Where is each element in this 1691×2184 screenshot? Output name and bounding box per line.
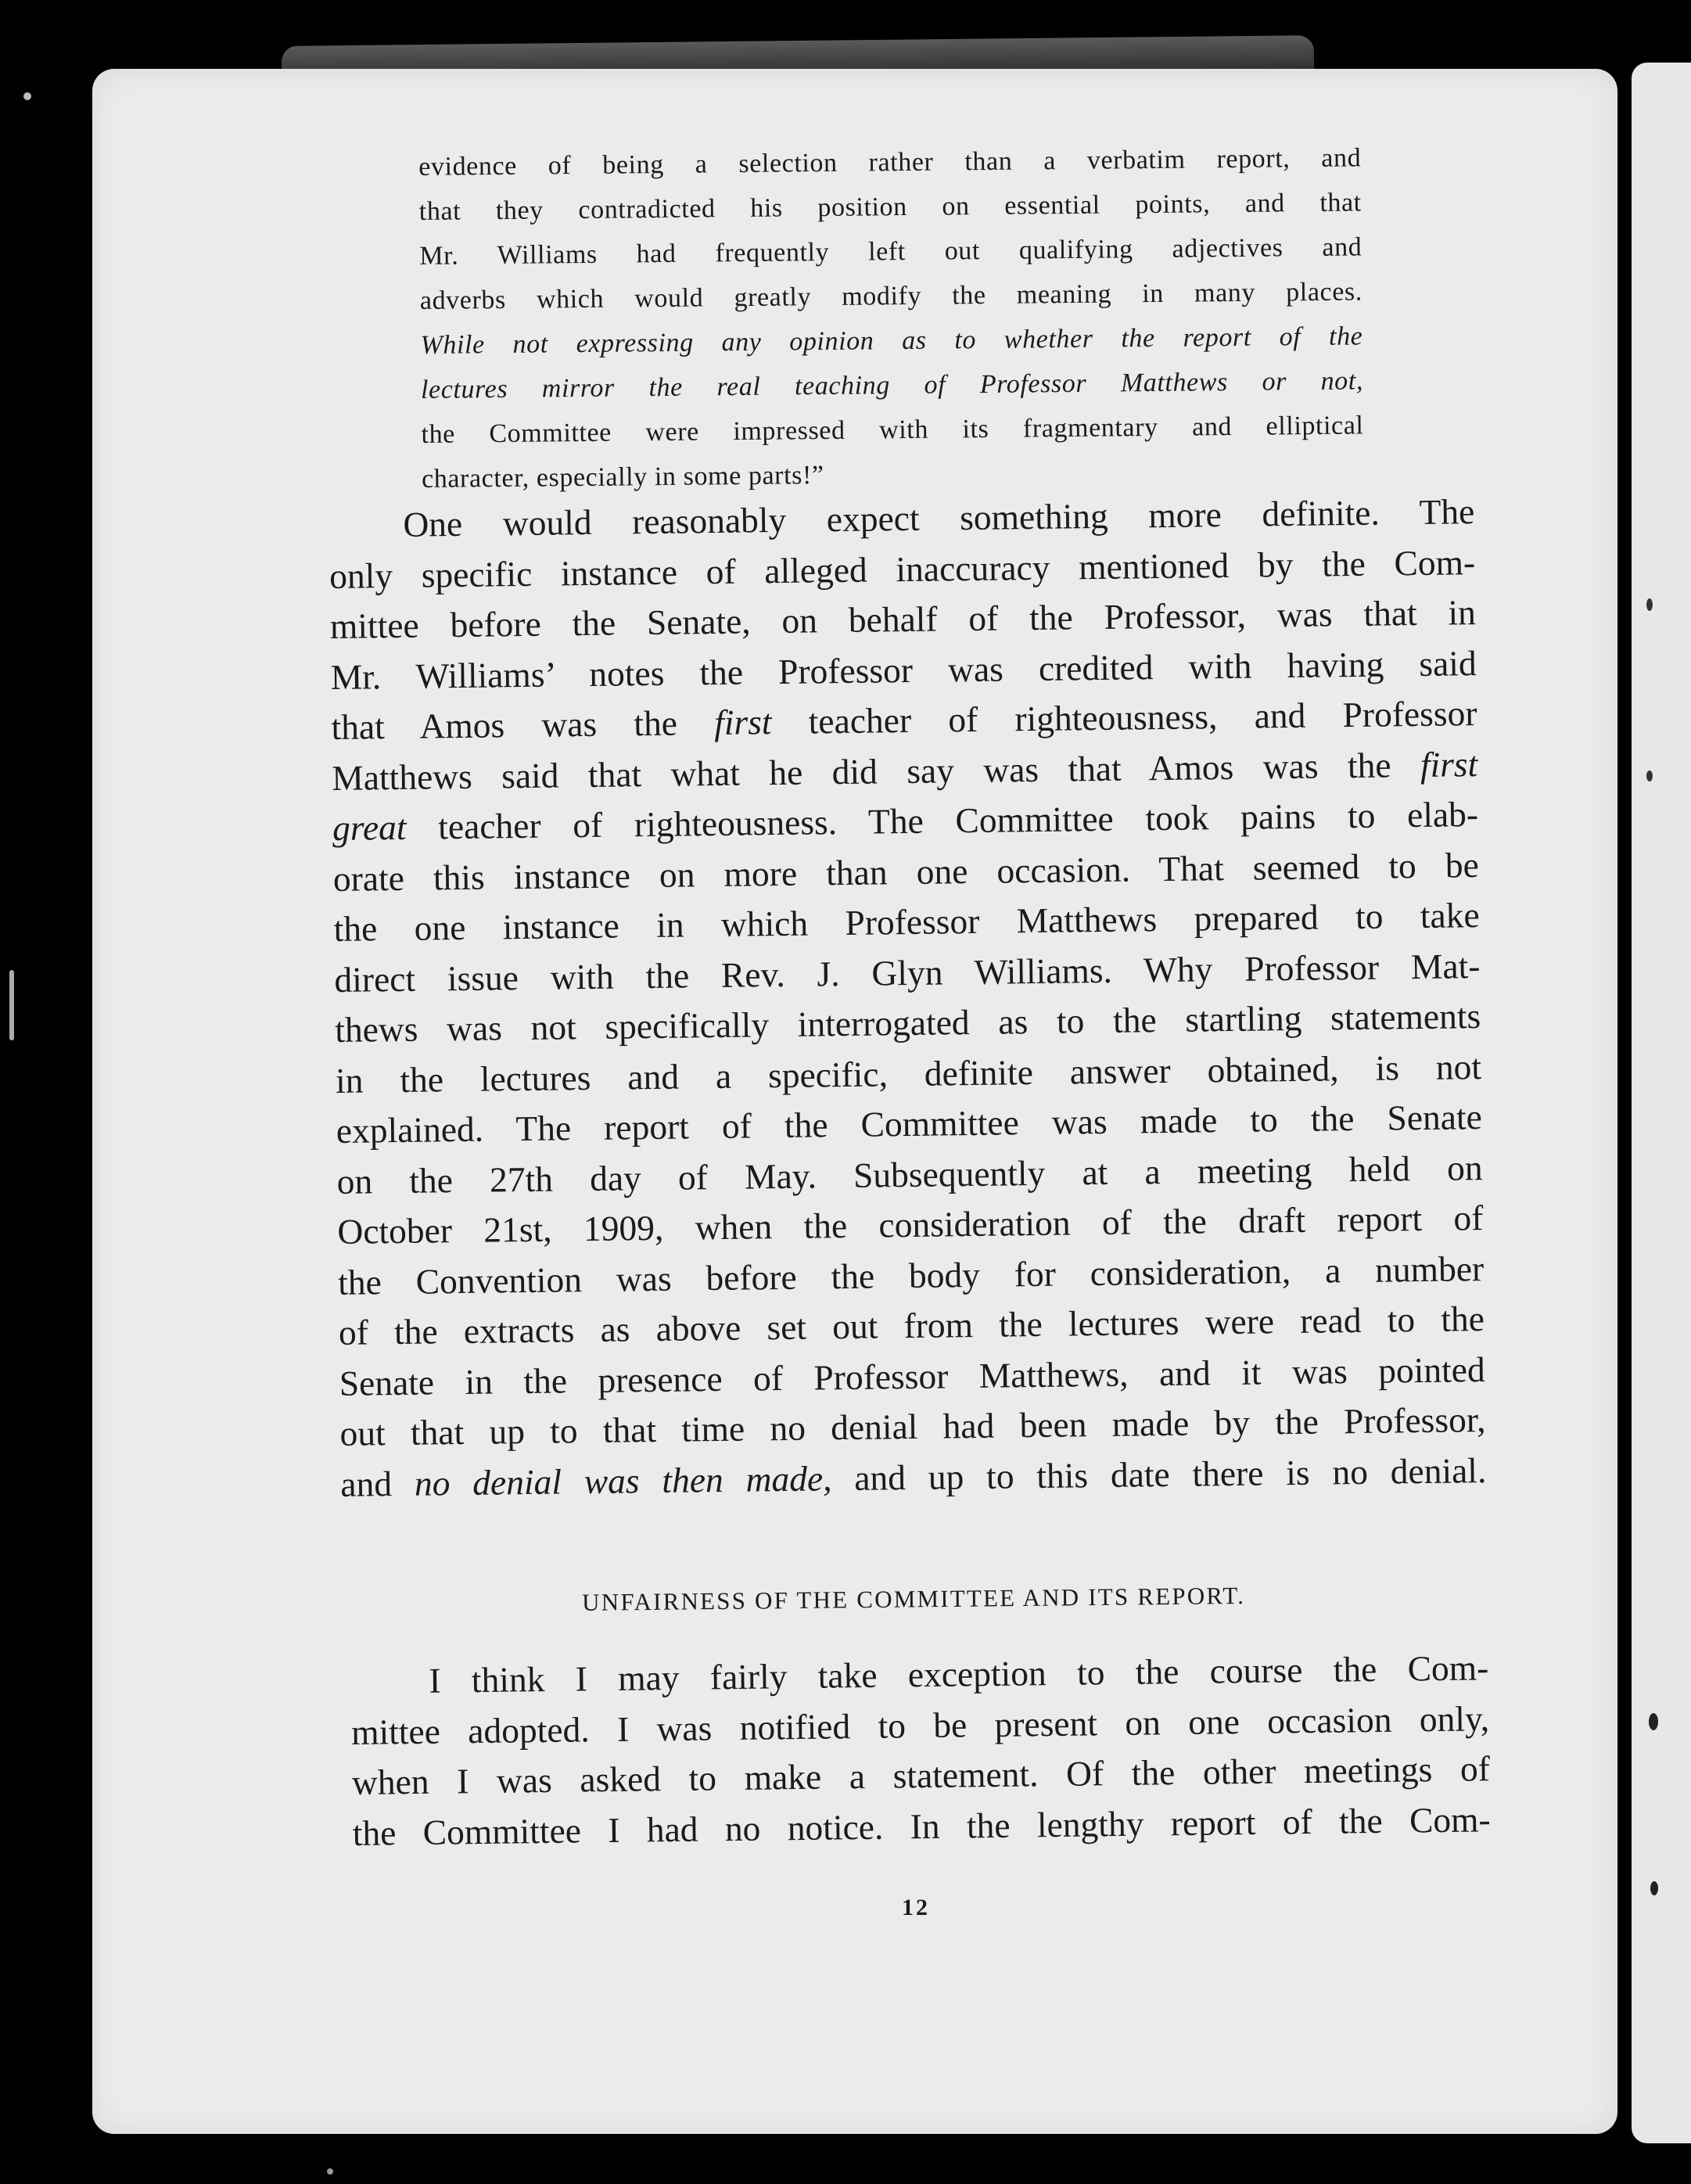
page-number: 12 bbox=[902, 1895, 930, 1920]
quote-line: Mr. Williams had frequently left out qualifying adjectives and bbox=[419, 232, 1362, 271]
line-text: of the extracts as above set out from the lectures were read to the bbox=[338, 1299, 1485, 1352]
main-paragraph bbox=[329, 487, 1487, 1510]
paragraph-line: the Committee I had no notice. In the lengthy report of the Com- bbox=[352, 1798, 1491, 1853]
line-text: Senate in the presence of Professor Matthews, and it was pointed bbox=[339, 1349, 1485, 1403]
line-text: October 21st, 1909, when the consideration of the draft report of bbox=[337, 1198, 1484, 1252]
quote-line: the Committee were impressed with its fragmentary and elliptical bbox=[421, 411, 1364, 449]
scan-speck bbox=[23, 92, 31, 100]
line-text: One would reasonably expect something more definite. The bbox=[403, 491, 1475, 544]
scan-speck bbox=[1646, 771, 1653, 781]
italic-text: first bbox=[1420, 743, 1478, 785]
line-text: the one instance in which Professor Matthews prepared to take bbox=[333, 895, 1480, 949]
quote-italic: While not expressing any opinion as to whether the report of the bbox=[420, 321, 1363, 360]
scan-speck bbox=[1650, 1881, 1658, 1895]
line-text: that Amos was the bbox=[331, 702, 715, 747]
line-text: thews was not specifically interrogated as to the startling statements bbox=[334, 996, 1481, 1050]
line-text: on the 27th day of May. Subsequently at a meeting held on bbox=[336, 1147, 1483, 1202]
line-text: teacher of righteousness, and Professor bbox=[771, 693, 1477, 742]
quote-line: adverbs which would greatly modify the meaning in many places. bbox=[419, 277, 1363, 315]
adjacent-page-edge bbox=[1632, 63, 1691, 2143]
line-text: and up to this date there is no denial. bbox=[831, 1449, 1487, 1498]
quote-line: character, especially in some parts!” bbox=[421, 461, 824, 494]
line-text: explained. The report of the Committee was made to the Senate bbox=[336, 1097, 1483, 1151]
quote-line: that they contradicted his position on essential points, and that bbox=[418, 188, 1362, 226]
scan-speck bbox=[1646, 598, 1653, 611]
line-text: and bbox=[340, 1463, 415, 1504]
line-text: orate this instance on more than one occasion. That seemed to be bbox=[332, 844, 1480, 899]
paragraph-line: mittee adopted. I was notified to be present on one occasion only, bbox=[350, 1697, 1490, 1752]
second-paragraph bbox=[350, 1643, 1491, 1859]
scan-speck bbox=[1649, 1713, 1658, 1730]
italic-text: no denial was then made, bbox=[414, 1457, 832, 1503]
section-heading: UNFAIRNESS OF THE COMMITTEE AND ITS REPORT. bbox=[581, 1582, 1246, 1616]
block-quote bbox=[418, 135, 1364, 501]
quote-italic: lectures mirror the real teaching of Professor Matthews or not, bbox=[420, 366, 1364, 404]
line-text: Matthews said that what he did say was that Amos was the bbox=[332, 744, 1421, 798]
italic-text: first bbox=[713, 702, 772, 742]
line-text: in the lectures and a specific, definite answer obtained, is not bbox=[335, 1046, 1482, 1101]
line-text: direct issue with the Rev. J. Glyn Williams. Why Professor Mat- bbox=[334, 945, 1481, 1000]
italic-text: great bbox=[332, 806, 407, 848]
quote-line: evidence of being a selection rather than a verbatim report, and bbox=[418, 143, 1362, 181]
scan-speck bbox=[9, 970, 14, 1040]
paragraph-line: when I was asked to make a statement. Of the other meetings of bbox=[351, 1748, 1491, 1802]
line-text: mittee before the Senate, on behalf of the Professor, was that in bbox=[329, 592, 1477, 646]
line-text: Mr. Williams’ notes the Professor was credited with having said bbox=[330, 642, 1477, 697]
line-text: out that up to that time no denial had been made by the Professor, bbox=[339, 1399, 1486, 1453]
line-text: only specific instance of alleged inaccuracy mentioned by the Com- bbox=[329, 541, 1476, 596]
scan-speck bbox=[327, 2168, 333, 2175]
line-text: teacher of righteousness. The Committee took pains to elab- bbox=[406, 794, 1479, 847]
paragraph-line: I think I may fairly take exception to the course the Com- bbox=[429, 1647, 1489, 1701]
line-text: the Convention was before the body for consideration, a number bbox=[337, 1248, 1485, 1302]
